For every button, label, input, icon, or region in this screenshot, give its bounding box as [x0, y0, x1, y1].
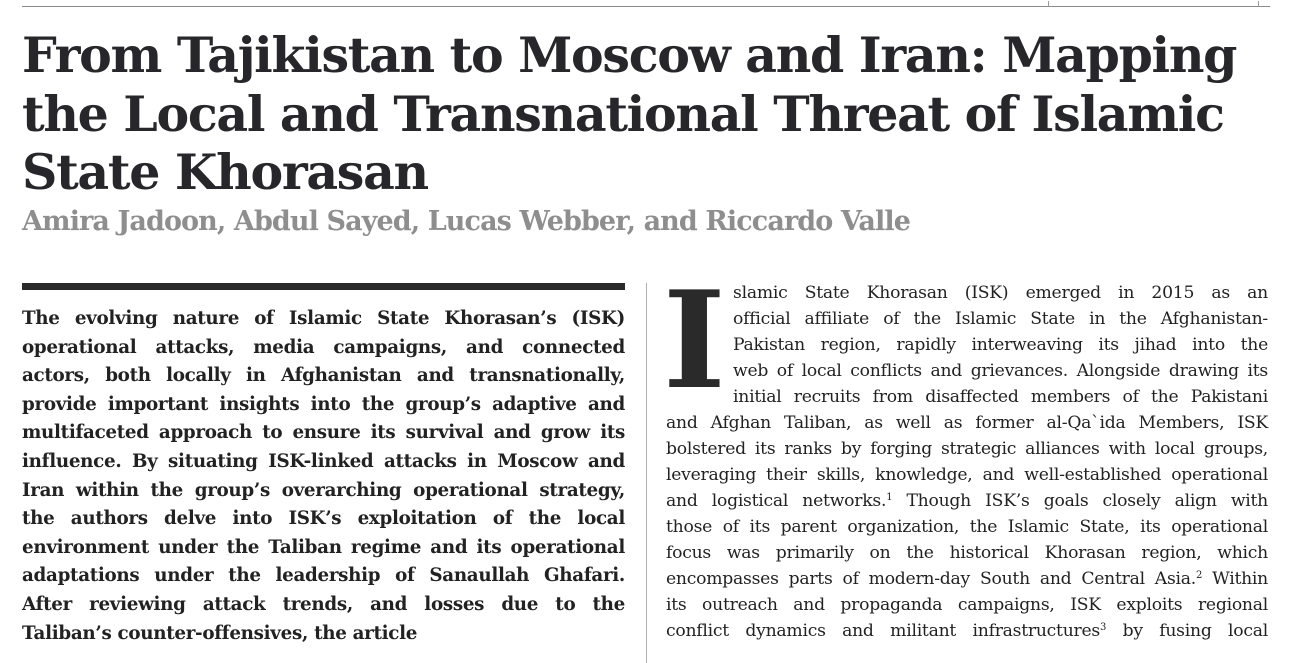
article-title: From Tajikistan to Moscow and Iran: Mapping the Local and Transnational Threat of Islamic State Khorasan [22, 26, 1237, 201]
body-line: slamic State Khorasan (ISK) emerged in 2015 as an [733, 283, 1268, 303]
header-rule-tick [1048, 1, 1049, 7]
body-line: bolstered its ranks by forging strategic alliances with local groups, [666, 439, 1268, 459]
article-abstract: The evolving nature of Islamic State Khorasan’s (ISK) operational attacks, media campaigns, and connected actors, both locally in Afghanistan and transnationally, provide important insights into the group’s adaptive and multifaceted approach to ensure its survival and grow its influence. By situating ISK-linked attacks in Moscow and Iran within the group’s overarching operational strategy, the authors delve into ISK’s exploitation of the local environment under the Taliban regime and its operational adaptations under the leadership of Sanaullah Ghafari. After reviewing attack trends, and losses due to the Taliban’s counter-offensives, the article [22, 308, 625, 644]
body-text: conflict dynamics and militant infrastructures [666, 621, 1100, 641]
footnote-ref[interactable]: 3 [1100, 622, 1107, 633]
body-line: its outreach and propaganda campaigns, ISK exploits regional [666, 595, 1268, 615]
article-authors: Amira Jadoon, Abdul Sayed, Lucas Webber, and Riccardo Valle [22, 206, 911, 237]
column-divider [646, 283, 647, 663]
body-line: leveraging their skills, knowledge, and well-established operational [666, 465, 1268, 485]
body-line [666, 618, 1268, 644]
body-text: Within [1202, 569, 1268, 589]
footnote-ref[interactable]: 1 [886, 492, 893, 503]
body-line [666, 488, 1268, 514]
body-text: by fusing local [1106, 621, 1268, 641]
body-line: web of local conflicts and grievances. Alongside drawing its [733, 361, 1268, 381]
body-text: Though ISK’s goals closely align with [892, 491, 1268, 511]
body-line: official affiliate of the Islamic State in the Afghanistan- [733, 309, 1268, 329]
drop-cap: I [663, 261, 726, 419]
header-rule-tick [1258, 1, 1259, 7]
body-text: encompasses parts of modern-day South and Central Asia. [666, 569, 1197, 589]
body-line: Pakistan region, rapidly interweaving its jihad into the [733, 335, 1268, 355]
body-line [666, 566, 1268, 592]
footnote-ref[interactable]: 2 [1196, 570, 1203, 581]
body-text: and logistical networks. [666, 491, 887, 511]
body-line: those of its parent organization, the Islamic State, its operational [666, 517, 1268, 537]
header-rule [22, 6, 1270, 7]
abstract-rule [22, 283, 625, 290]
body-line: initial recruits from disaffected members of the Pakistani [733, 387, 1268, 407]
body-line: and Afghan Taliban, as well as former al-Qa`ida Members, ISK [666, 413, 1268, 433]
body-line: focus was primarily on the historical Khorasan region, which [666, 543, 1268, 563]
